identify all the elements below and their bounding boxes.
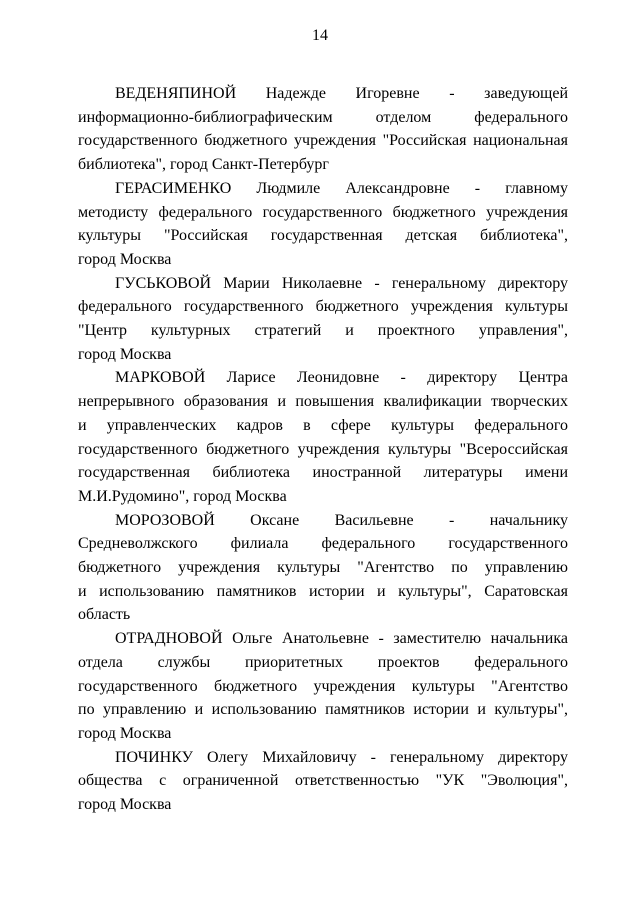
text-line: государственного бюджетного учреждения "Российская национальная: [78, 132, 568, 150]
text-line: ГУСЬКОВОЙ Марии Николаевне - генеральному директору: [115, 274, 568, 292]
text-line: ОТРАДНОВОЙ Ольге Анатольевне - заместителю начальника: [115, 630, 568, 648]
text-line: общества с ограниченной ответственностью "УК "Эволюция",: [78, 772, 568, 790]
text-line: государственная библиотека иностранной литературы имени: [78, 464, 568, 482]
text-line: МАРКОВОЙ Ларисе Леонидовне - директору Центра: [115, 369, 568, 387]
text-line: город Москва: [78, 796, 172, 814]
text-line: и управленческих кадров в сфере культуры федерального: [78, 416, 568, 434]
text-line: Средневолжского филиала федерального государственного: [78, 535, 568, 553]
page-number: 14: [312, 27, 328, 44]
text-line: библиотека", город Санкт-Петербург: [78, 156, 329, 174]
text-line: М.И.Рудомино", город Москва: [78, 487, 287, 505]
text-line: город Москва: [78, 724, 172, 742]
text-line: область: [78, 606, 131, 624]
text-line: город Москва: [78, 250, 172, 268]
document-body: [0, 82, 640, 817]
text-line: ГЕРАСИМЕНКО Людмиле Александровне - главному: [115, 179, 568, 197]
paragraph: [78, 272, 568, 367]
text-line: культуры "Российская государственная детская библиотека",: [78, 227, 568, 245]
text-line: государственного бюджетного учреждения культуры "Агентство: [78, 677, 568, 695]
paragraph: [78, 366, 568, 508]
text-line: бюджетного учреждения культуры "Агентство по управлению: [78, 559, 568, 577]
text-line: государственного бюджетного учреждения культуры "Всероссийская: [78, 440, 568, 458]
paragraph: [78, 746, 568, 817]
text-line: ВЕДЕНЯПИНОЙ Надежде Игоревне - заведующей: [115, 85, 568, 102]
paragraph: [78, 177, 568, 272]
text-line: МОРОЗОВОЙ Оксане Васильевне - начальнику: [115, 511, 568, 529]
text-line: информационно-библиографическим отделом федерального: [78, 108, 568, 126]
text-line: город Москва: [78, 345, 172, 363]
text-line: и использованию памятников истории и культуры", Саратовская: [78, 582, 568, 600]
paragraph: [78, 82, 568, 177]
text-line: ПОЧИНКУ Олегу Михайловичу - генеральному директору: [115, 748, 568, 766]
text-line: по управлению и использованию памятников истории и культуры",: [78, 701, 568, 719]
text-line: отдела службы приоритетных проектов федерального: [78, 653, 568, 671]
text-line: непрерывного образования и повышения квалификации творческих: [78, 393, 568, 411]
paragraph: [78, 627, 568, 746]
text-line: федерального государственного бюджетного учреждения культуры: [78, 298, 568, 316]
text-line: "Центр культурных стратегий и проектного управления",: [78, 322, 568, 340]
paragraph: [78, 509, 568, 628]
text-line: методисту федерального государственного бюджетного учреждения: [78, 203, 568, 221]
